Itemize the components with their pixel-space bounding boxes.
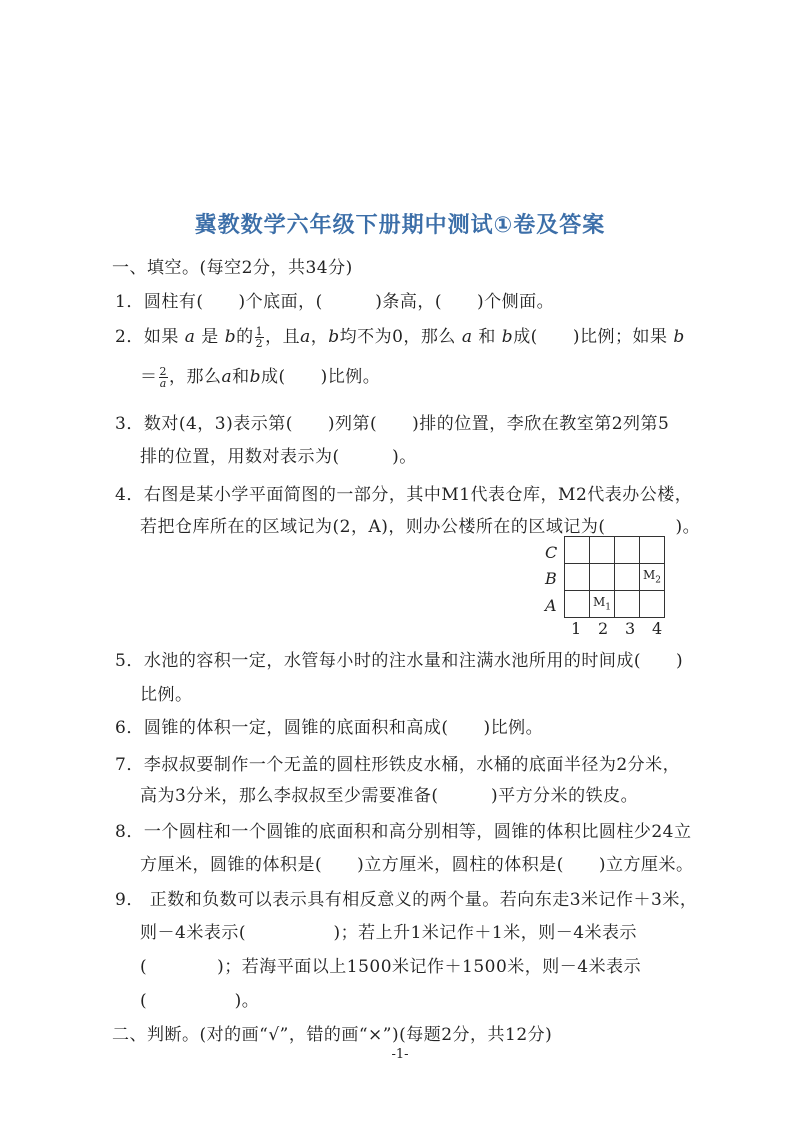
question-2-line-2: ＝ $\frac{2}{a}$ ，那么a和b成( )比例。: [140, 365, 381, 390]
question-8-line-2: 方厘米，圆锥的体积是( )立方厘米，圆柱的体积是( )立方厘米。: [140, 855, 694, 875]
question-4-line-2: 若把仓库所在的区域记为(2，A)，则办公楼所在的区域记为( )。: [140, 517, 701, 537]
column-label: 2: [598, 619, 609, 638]
fraction-two-over-a: $\frac{2}{a}$: [159, 365, 167, 390]
grid-cell-m1: $M_1$: [590, 591, 615, 618]
row-label: B: [545, 569, 557, 588]
column-label: 4: [652, 619, 663, 638]
question-7-line-2: 高为3分米，那么李叔叔至少需要准备( )平方分米的铁皮。: [140, 786, 639, 806]
section-heading-fill-blank: 一、填空。(每空2分，共34分): [112, 258, 353, 278]
column-label: 3: [625, 619, 636, 638]
question-8-line-1: 8．一个圆柱和一个圆锥的底面积和高分别相等，圆锥的体积比圆柱少24立: [115, 822, 692, 842]
question-6: 6．圆锥的体积一定，圆锥的底面积和高成( )比例。: [115, 718, 544, 738]
row-label: A: [545, 596, 557, 615]
question-9-line-3: ( )；若海平面以上1500米记作＋1500米，则－4米表示: [140, 957, 642, 977]
grid-cell-m2: $M_2$: [640, 564, 665, 591]
fraction-one-half: $\frac{1}{2}$: [255, 325, 264, 350]
question-9-line-1: 9． 正数和负数可以表示具有相反意义的两个量。若向东走3米记作＋3米，: [115, 890, 698, 910]
question-4-line-1: 4．右图是某小学平面简图的一部分，其中M1代表仓库，M2代表办公楼，: [115, 485, 693, 505]
section-heading-judgement: 二、判断。(对的画“√”，错的画“×”)(每题2分，共12分): [112, 1025, 553, 1045]
column-label: 1: [571, 619, 582, 638]
question-5-line-2: 比例。: [140, 685, 193, 705]
question-7-line-1: 7．李叔叔要制作一个无盖的圆柱形铁皮水桶，水桶的底面半径为2分米，: [115, 755, 681, 775]
question-9-line-4: ( )。: [140, 991, 260, 1011]
row-label: C: [545, 543, 558, 562]
question-1: 1．圆柱有( )个底面，( )条高，( )个侧面。: [115, 292, 555, 312]
page-title: 冀教数学六年级下册期中测试①卷及答案: [194, 213, 606, 238]
question-9-line-2: 则－4米表示( )；若上升1米记作＋1米，则－4米表示: [140, 923, 638, 943]
question-2-line-1: 2．如果 a 是 b的 $\frac{1}{2}$ ，且a，b均不为0，那么 a 和 b成( )比例；如果 b: [115, 325, 685, 350]
question-5-line-1: 5．水池的容积一定，水管每小时的注水量和注满水池所用的时间成( ): [115, 651, 684, 671]
question-3-line-1: 3．数对(4，3)表示第( )列第( )排的位置，李欣在教室第2列第5: [115, 414, 670, 434]
question-3-line-2: 排的位置，用数对表示为( )。: [140, 447, 417, 467]
page-number: -1-: [391, 1047, 409, 1062]
